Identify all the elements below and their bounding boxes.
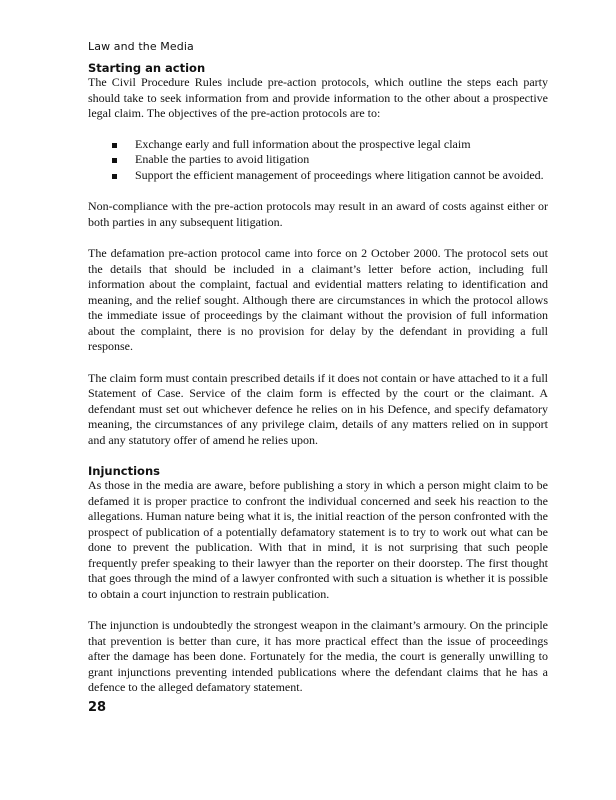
paragraph-defamation-protocol: The defamation pre-action protocol came into force on 2 October 2000. The protocol sets out the details that should be included in a claimant’s letter before action, including full information about the complaint, factual and evidential matters relating to identification and meaning, and the relief sought. Although there are circumstances in which the protocol allows the immediate issue of proceedings by the claimant without the provision of full information about the complaint, there is no provision for delay by the defendant in providing a full response. (88, 246, 548, 353)
bullet-text: Support the efficient management of proceedings where litigation cannot be avoided. (135, 167, 544, 182)
section-heading-injunctions: Injunctions (88, 464, 160, 478)
page-number: 28 (88, 699, 107, 715)
bullet-text: Enable the parties to avoid litigation (135, 152, 310, 166)
page (88, 40, 548, 716)
square-bullet-icon (112, 158, 117, 163)
section-heading-starting-an-action: Starting an action (88, 61, 206, 75)
bullet-item (88, 152, 548, 168)
paragraph-injunction-weapon: The injunction is undoubtedly the strongest weapon in the claimant’s armoury. On the principle that prevention is better than cure, it has more practical effect than the issue of proceedings after the damage has been done. Fortunately for the media, the court is generally unwilling to grant injunctions preventing intended publications where the defendant claims that he has a defence to the alleged defamatory statement. (88, 618, 548, 694)
bullet-item (88, 137, 548, 153)
section-starting-an-action (88, 61, 548, 448)
bullet-item (88, 168, 548, 184)
bullet-list (88, 137, 548, 184)
paragraph-injunctions-intro: As those in the media are aware, before publishing a story in which a person might claim to be defamed it is proper practice to confront the individual concerned and seek his reaction to the allegations. Human nature being what it is, the initial reaction of the person confronted with the prospect of publication of a potentially defamatory statement is to try to work out what can be done to prevent the publication. With that in mind, it is not surprising that such people frequently prefer speaking to their lawyer than the reporter on their doorstep. The first thought that goes through the mind of a lawyer confronted with such a situation is whether it is possible to obtain a court injunction to restrain publication. (88, 478, 548, 601)
section-injunctions (88, 464, 548, 696)
paragraph-non-compliance: Non-compliance with the pre-action protocols may result in an award of costs against either or both parties in any subsequent litigation. (88, 199, 548, 229)
paragraph-claim-form: The claim form must contain prescribed details if it does not contain or have attached to it a full Statement of Case. Service of the claim form is effected by the court or the claimant. A defendant must set out whichever defence he relies on in his Defence, and specify defamatory meaning, the circumstances of any privilege claim, details of any matters relied on in support and any statutory offer of amend he relies upon. (88, 370, 548, 447)
square-bullet-icon (112, 174, 117, 179)
running-head: Law and the Media (88, 40, 194, 53)
square-bullet-icon (112, 143, 117, 148)
bullet-text: Exchange early and full information about the prospective legal claim (135, 136, 471, 151)
paragraph-intro: The Civil Procedure Rules include pre-action protocols, which outline the steps each party should take to seek information from and provide information to the other about a prospective legal claim. The objectives of the pre-action protocols are to: (88, 75, 548, 120)
